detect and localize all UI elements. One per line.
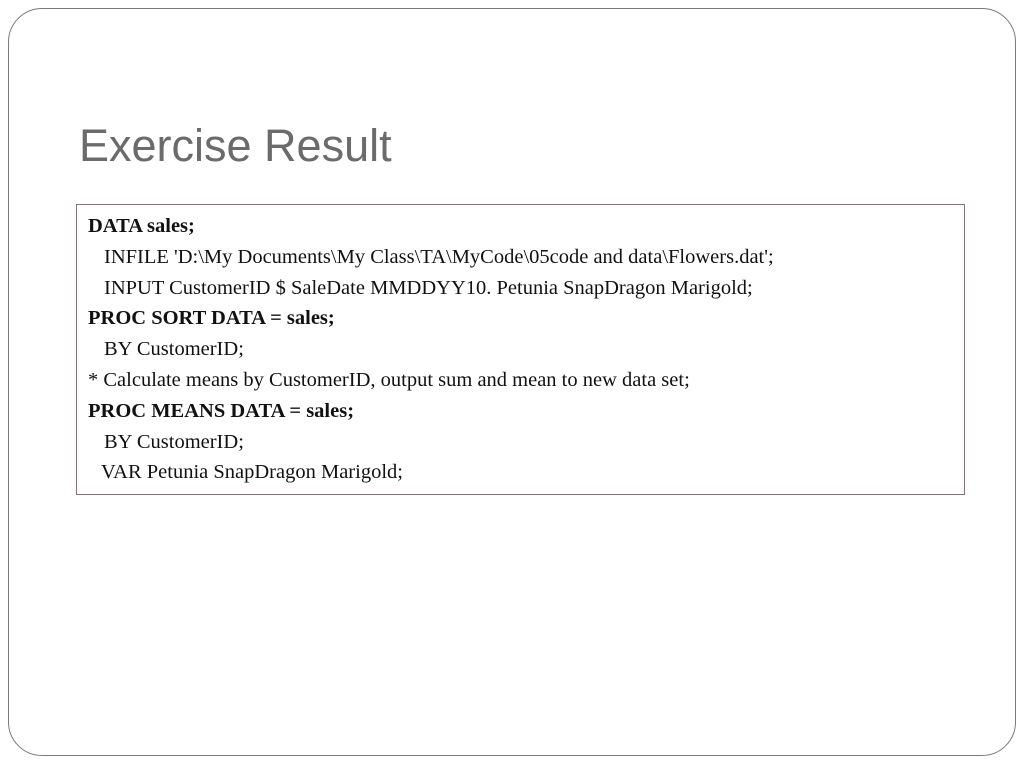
code-line-comment: * Calculate means by CustomerID, output sum and mean to new data set;: [88, 368, 690, 391]
code-line-data-statement: DATA sales;: [88, 215, 195, 237]
code-line-input: INPUT CustomerID $ SaleDate MMDDYY10. Petunia SnapDragon Marigold;: [104, 276, 753, 299]
code-block: [76, 204, 965, 495]
code-line-proc-sort: PROC SORT DATA = sales;: [88, 307, 335, 330]
code-line-sort-by: BY CustomerID;: [104, 338, 244, 361]
code-line-infile: INFILE 'D:\My Documents\My Class\TA\MyCode\05code and data\Flowers.dat';: [104, 245, 774, 268]
slide-title: Exercise Result: [79, 120, 392, 171]
code-line-proc-means: PROC MEANS DATA = sales;: [88, 399, 355, 422]
code-line-means-by: BY CustomerID;: [104, 430, 244, 453]
code-line-var: VAR Petunia SnapDragon Marigold;: [101, 461, 403, 484]
